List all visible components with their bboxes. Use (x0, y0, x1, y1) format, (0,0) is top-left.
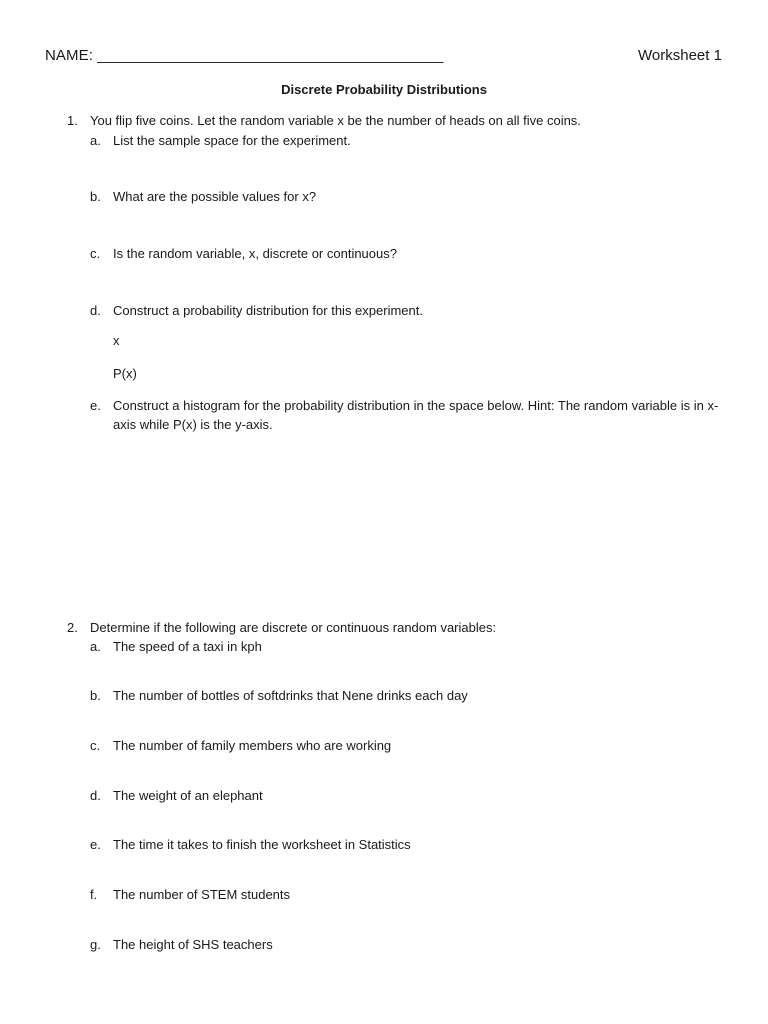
q1-item-c-text: Is the random variable, x, discrete or continuous? (113, 246, 397, 261)
q2-item-a-text: The speed of a taxi in kph (113, 639, 262, 654)
q2-item-f-letter: f. (90, 887, 98, 902)
q1-item-a-letter: a. (90, 133, 101, 148)
question-2-number: 2. (67, 620, 78, 635)
q1-item-d-letter: d. (90, 303, 101, 318)
q1-item-e-letter: e. (90, 398, 101, 413)
q2-item-f-text: The number of STEM students (113, 887, 291, 902)
q2-item-g-text: The height of SHS teachers (113, 937, 273, 952)
worksheet-number: Worksheet 1 (638, 47, 722, 64)
question-2-text: Determine if the following are discrete or continuous random variables: (90, 620, 497, 635)
q1-item-b-letter: b. (90, 189, 101, 204)
q2-item-e-letter: e. (90, 837, 101, 852)
q2-item-c-text: The number of family members who are working (113, 738, 392, 753)
q2-item-b-letter: b. (90, 688, 101, 703)
q2-item-d-text: The weight of an elephant (113, 788, 263, 803)
q2-item-d-letter: d. (90, 788, 101, 803)
q1-item-e-text: Construct a histogram for the probability distribution in the space below. Hint: The random variable is in x-axis while P(x) is the y-axis. (113, 398, 719, 432)
q2-item-c-letter: c. (90, 738, 101, 753)
q1-item-a-text: List the sample space for the experiment. (113, 133, 351, 148)
q1-item-d-text: Construct a probability distribution for this experiment. (113, 303, 423, 318)
q2-item-a-letter: a. (90, 639, 101, 654)
page-title: Discrete Probability Distributions (281, 82, 487, 97)
q2-item-g-letter: g. (90, 937, 101, 952)
q1-item-b-text: What are the possible values for x? (113, 189, 317, 204)
q2-item-b-text: The number of bottles of softdrinks that Nene drinks each day (113, 688, 468, 703)
distribution-row-x-label: x (113, 333, 120, 348)
q1-item-c-letter: c. (90, 246, 101, 261)
distribution-row-px-label: P(x) (113, 366, 137, 381)
question-1-text: You flip five coins. Let the random variable x be the number of heads on all five coins. (90, 113, 581, 128)
question-1-number: 1. (67, 113, 78, 128)
q2-item-e-text: The time it takes to finish the worksheet in Statistics (113, 837, 411, 852)
name-field-label: NAME: _________________________________________ (45, 47, 444, 64)
